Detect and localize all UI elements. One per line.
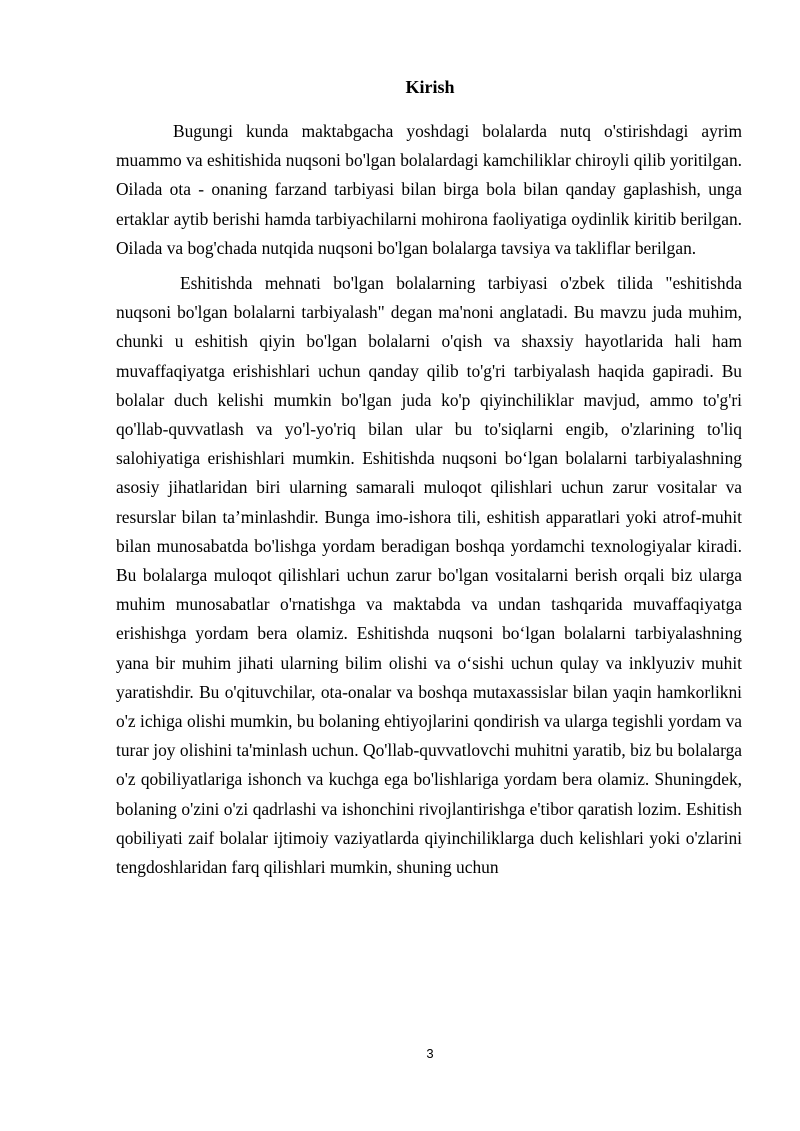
page-number: 3 — [426, 1046, 434, 1061]
section-heading: Kirish — [405, 77, 455, 97]
paragraph-intro: Bugungi kunda maktabgacha yoshdagi bolalarda nutq o'stirishdagi ayrim muammo va eshitishida nuqsoni bo'lgan bolalardagi kamchiliklar chiroyli qilib yoritilgan. Oilada ota - onaning farzand tarbiyasi bilan birga bola bilan qanday gaplashish, unga ertaklar aytib berishi hamda tarbiyachilarni mohirona faoliyatiga oydinlik kiritib berilgan. Oilada va bog'chada nutqida nuqsoni bo'lgan bolalarga tavsiya va takliflar berilgan. — [116, 121, 742, 258]
paragraph-main: Eshitishda mehnati bo'lgan bolalarning tarbiyasi o'zbek tilida "eshitishda nuqsoni bo'lgan bolalarni tarbiyalash" degan ma'noni anglatadi. Bu mavzu juda muhim, chunki u eshitish qiyin bo'lgan bolalarni o'qish va shaxsiy hayotlarida hali ham muvaffaqiyatga erishishlari uchun qanday qilib to'g'ri tarbiyalash haqida gapiradi. Bu bolalar duch kelishi mumkin bo'lgan juda ko'p qiyinchiliklar mavjud, ammo to'g'ri qo'llab-quvvatlash va yo'l-yo'riq bilan ular bu to'siqlarni engib, o'zlarining to'liq salohiyatiga erishishlari mumkin. Eshitishda nuqsoni bo‘lgan bolalarni tarbiyalashning asosiy jihatlaridan biri ularning samarali muloqot qilishlari uchun zarur vositalar va resurslar bilan ta’minlashdir. Bunga imo-ishora tili, eshitish apparatlari yoki atrof-muhit bilan munosabatda bo'lishga yordam beradigan boshqa yordamchi texnologiyalar kiradi. Bu bolalarga muloqot qilishlari uchun zarur bo'lgan vositalarni berish orqali biz ularga muhim munosabatlar o'rnatishga va maktabda va undan tashqarida muvaffaqiyatga erishishga yordam bera olamiz. Eshitishda nuqsoni bo‘lgan bolalarni tarbiyalashning yana bir muhim jihati ularning bilim olishi va o‘sishi uchun qulay va inklyuziv muhit yaratishdir. Bu o'qituvchilar, ota-onalar va boshqa mutaxassislar bilan yaqin hamkorlikni o'z ichiga olishi mumkin, bu bolaning ehtiyojlarini qondirish va ularga tegishli yordam va turar joy olishini ta'minlash uchun. Qo'llab-quvvatlovchi muhitni yaratib, biz bu bolalarga o'z qobiliyatlariga ishonch va kuchga ega bo'lishlariga yordam bera olamiz. Shuningdek, bolaning o'zini o'zi qadrlashi va ishonchini rivojlantirishga e'tibor qaratish lozim. Eshitish qobiliyati zaif bolalar ijtimoiy vaziyatlarda qiyinchiliklarga duch kelishlari yoki o'zlarini tengdoshlaridan farq qilishlari mumkin, shuning uchun — [116, 273, 742, 878]
body-text — [116, 117, 742, 882]
